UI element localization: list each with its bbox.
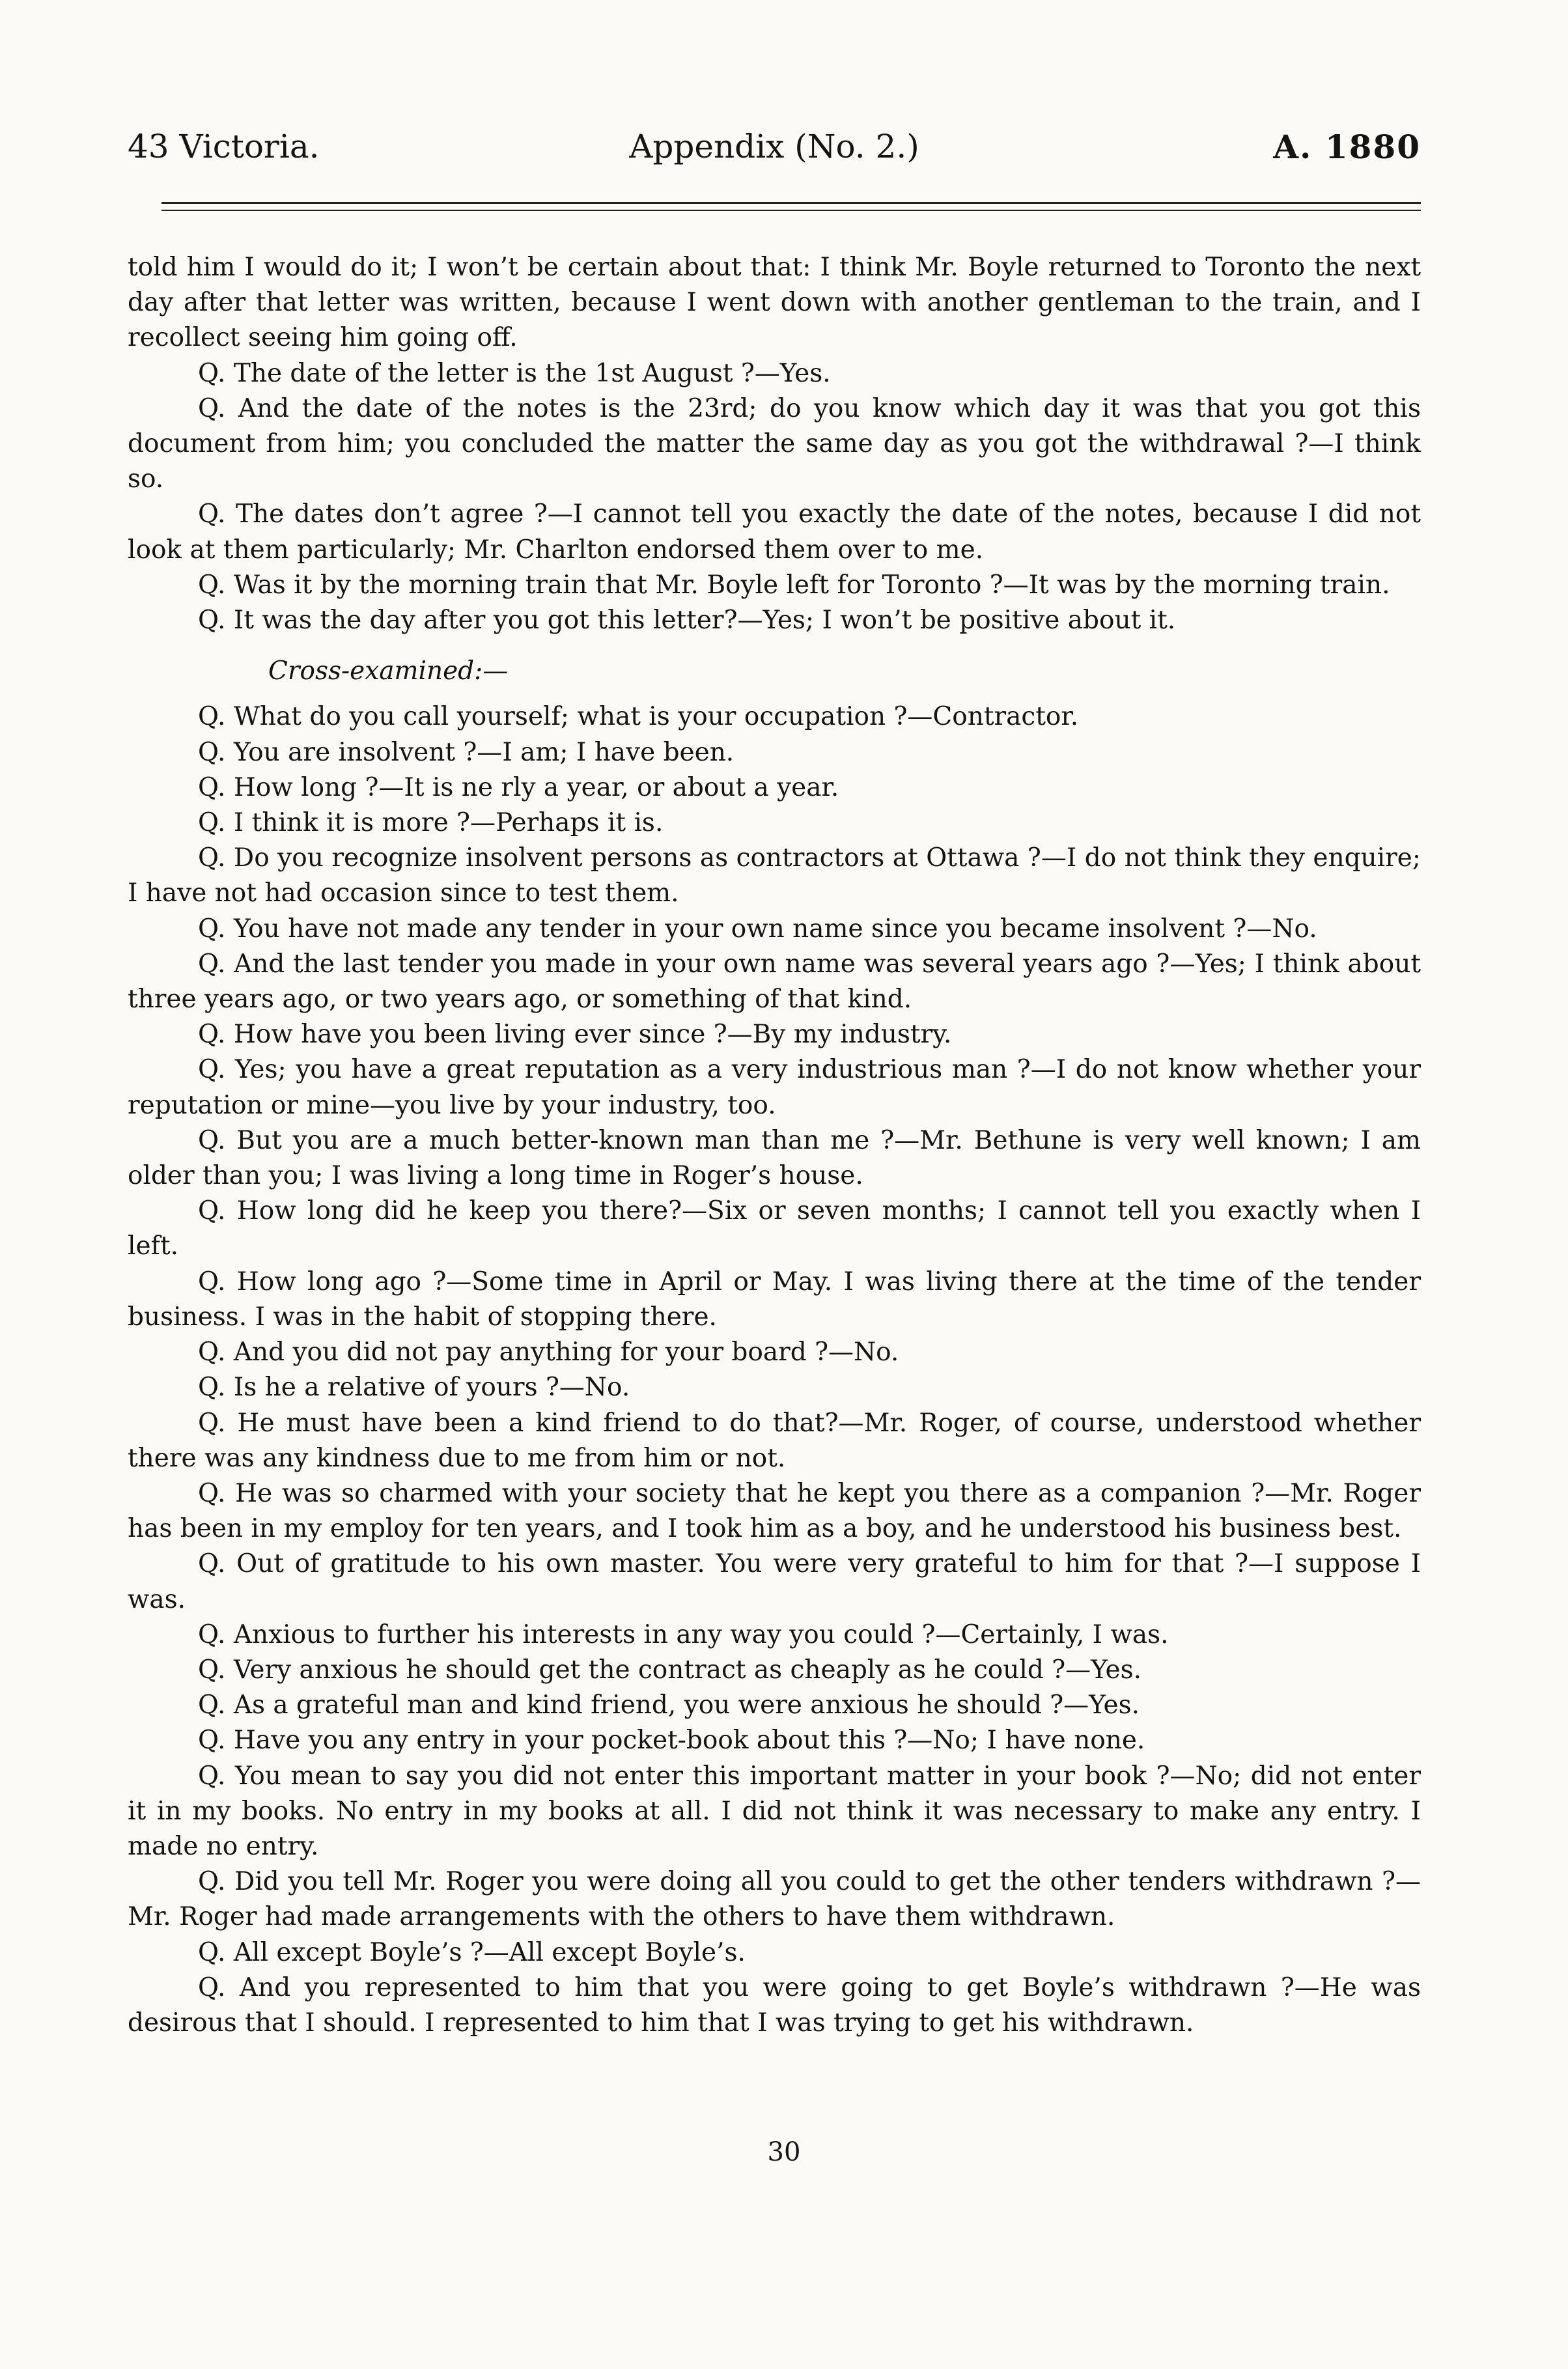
header-rule-thin [161, 210, 1421, 211]
question-answer: Q. It was the day after you got this letter?—Yes; I won’t be positive about it. [198, 606, 1176, 636]
question-answer: Q. And the last tender you made in your own name was several years ago ?—Yes; I think about three years ago, or two years ago, or something of that kind. [128, 949, 1421, 1015]
question-answer: Q. What do you call yourself; what is your occupation ?—Contractor. [198, 702, 1079, 732]
question-answer: Q. And you did not pay anything for your board ?—No. [198, 1338, 899, 1367]
question-answer: Q. Anxious to further his interests in any way you could ?—Certainly, I was. [198, 1619, 1169, 1649]
question-answer: Q. How long ago ?—Some time in April or May. I was living there at the time of the tender business. I was in the habit of stopping there. [128, 1267, 1421, 1332]
header-rule-thick [161, 202, 1421, 204]
question-answer: Q. All except Boyle’s ?—All except Boyle’s. [198, 1937, 746, 1967]
question-answer: Q. And the date of the notes is the 23rd; do you know which day it was that you got this document from him; you concluded the matter the same day as you got the withdrawal ?—I think so. [128, 393, 1421, 494]
question-answer: Q. He was so charmed with your society that he kept you there as a companion ?—Mr. Roger has been in my employ for ten years, and I took him as a boy, and he understood his business best. [128, 1478, 1421, 1544]
header-year: A. 1880 [1273, 128, 1421, 166]
question-answer: Q. Did you tell Mr. Roger you were doing all you could to get the other tenders withdrawn ?—Mr. Roger had made arrangements with the others to have them withdrawn. [128, 1867, 1421, 1932]
question-answer: Q. You have not made any tender in your own name since you became insolvent ?—No. [198, 914, 1317, 944]
question-answer: Q. You mean to say you did not enter this important matter in your book ?—No; did not enter it in my books. No entry in my books at all. I did not think it was necessary to make any entry. I made no entry. [128, 1761, 1421, 1861]
question-answer: Q. You are insolvent ?—I am; I have been. [198, 737, 735, 767]
question-answer: Q. How have you been living ever since ?—By my industry. [198, 1020, 952, 1050]
question-answer: Q. But you are a much better-known man than me ?—Mr. Bethune is very well known; I am older than you; I was living a long time in Roger’s house. [128, 1125, 1421, 1191]
question-answer: Q. As a grateful man and kind friend, you were anxious he should ?—Yes. [198, 1690, 1140, 1720]
question-answer: Q. Very anxious he should get the contract as cheaply as he could ?—Yes. [198, 1655, 1141, 1685]
question-answer: Q. Have you any entry in your pocket-book about this ?—No; I have none. [198, 1726, 1145, 1756]
page-number: 30 [767, 2137, 801, 2167]
header-session: 43 Victoria. [128, 128, 320, 165]
section-heading-cross-examined: Cross-examined:— [268, 656, 509, 686]
running-header [128, 128, 1421, 173]
testimony-text [128, 250, 1421, 2041]
question-answer: Q. The date of the letter is the 1st August ?—Yes. [198, 358, 831, 388]
question-answer: Q. He must have been a kind friend to do that?—Mr. Roger, of course, understood whether there was any kindness due to me from him or not. [128, 1408, 1421, 1473]
header-appendix: Appendix (No. 2.) [629, 128, 919, 165]
question-answer: Q. Yes; you have a great reputation as a very industrious man ?—I do not know whether your reputation or mine—you live by your industry, too. [128, 1055, 1421, 1120]
paragraph-continued: told him I would do it; I won’t be certain about that: I think Mr. Boyle returned to Toronto the next day after that letter was written, because I went down with another gentleman to the train, and I recollect seeing him going off. [128, 253, 1421, 353]
question-answer: Q. Do you recognize insolvent persons as contractors at Ottawa ?—I do not think they enquire; I have not had occasion since to test them. [128, 843, 1421, 908]
question-answer: Q. Out of gratitude to his own master. You were very grateful to him for that ?—I suppose I was. [128, 1549, 1421, 1614]
question-answer: Q. And you represented to him that you were going to get Boyle’s withdrawn ?—He was desirous that I should. I represented to him that I was trying to get his withdrawn. [128, 1972, 1421, 2038]
question-answer: Q. Was it by the morning train that Mr. Boyle left for Toronto ?—It was by the morning train. [198, 570, 1390, 600]
question-answer: Q. How long did he keep you there?—Six or seven months; I cannot tell you exactly when I left. [128, 1196, 1421, 1261]
question-answer: Q. Is he a relative of yours ?—No. [198, 1373, 630, 1403]
question-answer: Q. The dates don’t agree ?—I cannot tell you exactly the date of the notes, because I did not look at them particularly; Mr. Charlton endorsed them over to me. [128, 499, 1421, 565]
question-answer: Q. How long ?—It is ne rly a year, or about a year. [198, 772, 839, 802]
question-answer: Q. I think it is more ?—Perhaps it is. [198, 808, 664, 838]
